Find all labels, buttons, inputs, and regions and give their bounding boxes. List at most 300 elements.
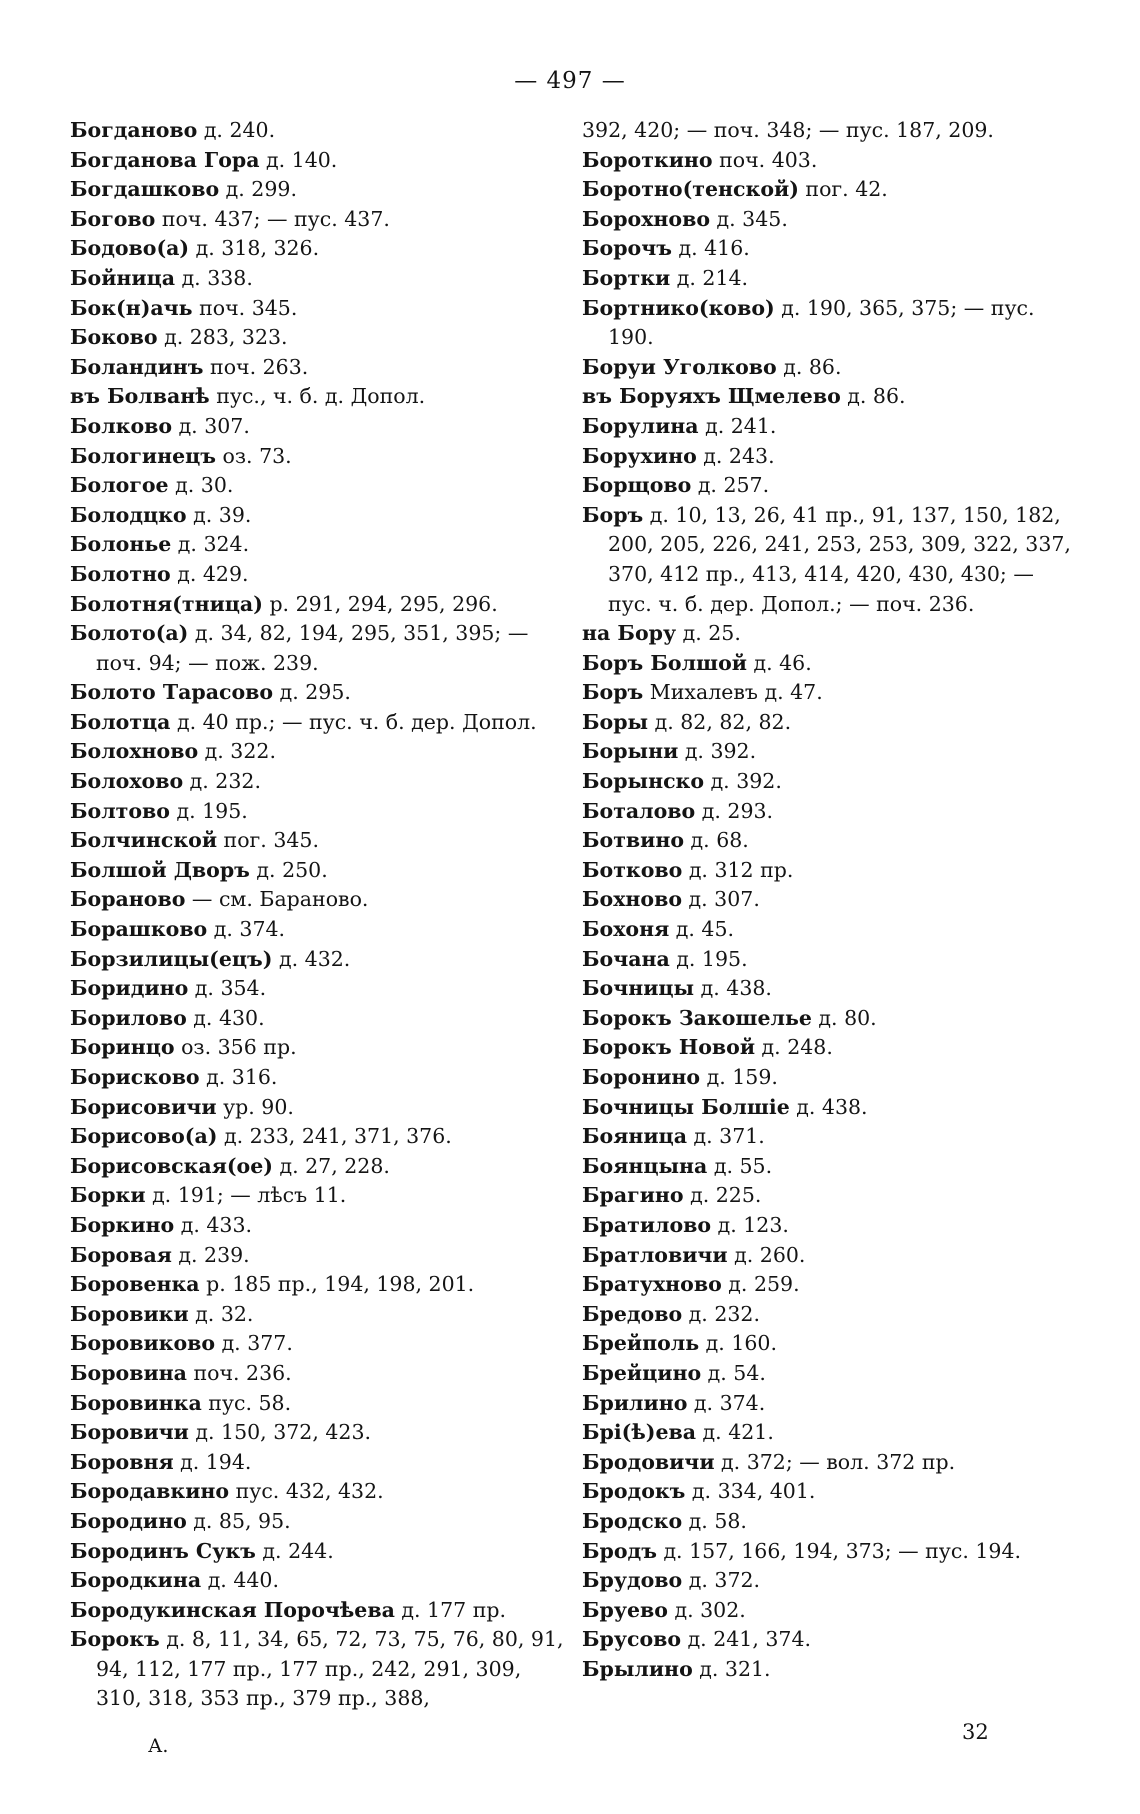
entry-headword: Боръ Болшой [582,650,747,675]
signature-mark: А. [148,1735,169,1757]
entry-headword: Бортнико(ково) [582,295,775,320]
entry-headword: Борзилицы(ецъ) [70,946,273,971]
index-entry [70,708,565,738]
entry-references: д. 318, 326. [189,236,320,261]
index-entry [70,1181,565,1211]
entry-references: д. 239. [171,1242,250,1267]
entry-references: р. 291, 294, 295, 296. [262,591,498,616]
index-entry [70,323,565,353]
entry-references: д. 299. [219,177,297,202]
entry-headword: Болохново [70,739,199,764]
entry-headword: Боровенка [70,1272,200,1297]
entry-headword: Болото(а) [70,621,189,646]
index-entry [582,945,1074,975]
entry-headword: въ Болванѣ [70,384,210,409]
entry-headword: Боръ [582,680,644,705]
entry-headword: Боровинка [70,1390,202,1415]
entry-references: д. 195. [669,946,748,971]
entry-headword: Бортки [582,265,671,290]
index-entry [70,1537,565,1567]
index-entry [582,974,1074,1004]
entry-headword: Бояница [582,1124,687,1149]
entry-references: д. 30. [168,473,234,498]
entry-references: д. 293. [695,798,774,823]
index-entry [70,1596,565,1626]
index-entry [582,737,1074,767]
entry-references: д. 177 пр. [394,1597,507,1622]
index-column-left [70,116,565,1714]
entry-references: д. 250. [249,857,328,882]
index-entry [582,353,1074,383]
index-entry [70,1270,565,1300]
entry-headword: Борухино [582,443,697,468]
entry-headword: Богданово [70,118,198,142]
entry-references: д. 260. [727,1242,806,1267]
index-entry [70,1300,565,1330]
entry-references: оз. 356 пр. [174,1035,297,1060]
entry-headword: Боровня [70,1449,174,1474]
entry-references: д. 243. [696,443,775,468]
index-entry [70,560,565,590]
index-entry [582,767,1074,797]
entry-references: д. 429. [170,561,249,586]
entry-headword: Боровичи [70,1420,189,1445]
entry-headword: Боровая [70,1242,172,1267]
index-entry [582,1033,1074,1063]
entry-headword: Борисково [70,1065,200,1089]
index-entry [582,1152,1074,1182]
entry-headword: Болчинской [70,828,218,853]
entry-headword: Бохоня [582,917,670,942]
index-entry [582,678,1074,708]
index-entry [582,1477,1074,1507]
entry-headword: Боянцына [582,1153,708,1178]
entry-references: д. 191; — лѣсъ 11. [145,1183,347,1208]
index-entry [582,294,1074,353]
entry-references: д. 58. [682,1508,747,1533]
entry-headword: Бодово(а) [70,236,190,261]
entry-headword: Бойница [70,265,176,290]
entry-headword: Бродокъ [582,1479,686,1504]
entry-headword: Борокъ Закошелье [582,1005,812,1030]
entry-references: оз. 73. [216,443,292,468]
entry-references: поч. 345. [192,295,298,320]
entry-headword: на Бору [582,621,677,646]
entry-references: д. 438. [694,976,772,1001]
entry-headword: Болохово [70,769,184,794]
entry-references: д. 438. [789,1094,868,1119]
entry-headword: Бочницы Болшіе [582,1094,790,1119]
entry-headword: Боландинъ [70,354,204,379]
entry-headword: Брагино [582,1183,684,1208]
entry-references: д. 68. [684,828,749,853]
entry-headword: Борисовская(ое) [70,1153,273,1178]
index-entry [70,1004,565,1034]
entry-references: — см. Бараново. [185,887,369,912]
entry-references: д. 195. [169,798,248,823]
index-entry [70,294,565,324]
entry-references: д. 241, 374. [681,1627,812,1652]
index-entry [582,116,1074,146]
index-entry [70,1063,565,1093]
index-entry [582,1329,1074,1359]
entry-headword: Бочницы [582,976,695,1001]
entry-headword: Боркино [70,1212,175,1237]
index-entry [582,649,1074,679]
entry-headword: Ботково [582,857,683,882]
index-entry [70,234,565,264]
entry-references: пог. 345. [217,828,319,853]
index-entry [582,856,1074,886]
entry-references: д. 371. [686,1124,765,1149]
entry-references: д. 140. [259,147,338,172]
index-entry [70,1389,565,1419]
entry-references: д. 45. [669,917,735,942]
entry-references: д. 40 пр.; — пус. ч. б. дер. Допол. [170,709,537,734]
entry-headword: Борокъ Новой [582,1035,756,1060]
sheet-number: 32 [962,1720,989,1744]
entry-references: д. 8, 11, 34, 65, 72, 73, 75, 76, 80, 91, 94, 112, 177 пр., 177 пр., 242, 291, 309, 310, 318, 353 пр., 379 пр., 388, [96,1627,564,1711]
index-entry [582,1418,1074,1448]
entry-headword: Бологое [70,473,169,498]
entry-headword: Бороткино [582,147,713,172]
entry-headword: Борокъ [70,1627,160,1652]
entry-references: д. 334, 401. [685,1479,816,1504]
entry-references: д. 80. [811,1005,877,1030]
entry-references: д. 392. [678,739,757,764]
entry-headword: Борисово(а) [70,1124,218,1149]
index-entry [582,1063,1074,1093]
index-entry [70,442,565,472]
entry-headword: Богданова Гора [70,147,260,172]
index-column-right [582,116,1074,1684]
index-entry [70,1152,565,1182]
entry-headword: Болково [70,413,173,438]
index-entry [582,885,1074,915]
entry-headword: Бородукинская Порочѣева [70,1597,395,1622]
index-entry [582,501,1074,619]
entry-references: д. 372; — вол. 372 пр. [714,1449,956,1474]
index-entry [582,1507,1074,1537]
entry-headword: Ботвино [582,828,685,853]
entry-headword: Боридино [70,976,189,1001]
index-entry [582,1093,1074,1123]
entry-references: д. 259. [721,1272,800,1297]
entry-references: д. 307. [172,413,250,438]
index-entry [70,915,565,945]
entry-references: д. 421. [696,1420,774,1445]
entry-headword: Боруи Уголково [582,354,777,379]
index-entry [582,1625,1074,1655]
index-entry [582,1655,1074,1685]
index-entry [70,767,565,797]
entry-headword: Болтово [70,798,170,823]
entry-headword: Болотно [70,561,171,586]
index-entry [582,708,1074,738]
index-entry [582,1181,1074,1211]
entry-headword: Борочъ [582,236,672,261]
index-entry [582,205,1074,235]
index-entry [70,590,565,620]
entry-headword: Борынско [582,769,705,794]
entry-headword: Бородинъ Сукъ [70,1538,256,1563]
entry-references: д. 321. [692,1656,771,1681]
entry-headword: Болотня(тница) [70,591,263,616]
entry-references: д. 86. [840,384,906,409]
entry-references: пус. 432, 432. [229,1479,384,1504]
entry-headword: Боры [582,709,649,734]
index-entry [70,1211,565,1241]
entry-references: д. 324. [171,532,250,557]
index-entry [70,175,565,205]
index-entry [582,234,1074,264]
entry-references: д. 354. [188,976,267,1001]
index-entry [70,1418,565,1448]
index-entry [70,1241,565,1271]
entry-headword: Боронино [582,1065,701,1089]
index-entry [70,826,565,856]
entry-references: д. 257. [691,473,770,498]
entry-headword: Бородино [70,1508,187,1533]
entry-headword: Бохново [582,887,683,912]
entry-references: пог. 42. [798,177,888,202]
index-entry [70,1507,565,1537]
index-entry [582,1211,1074,1241]
entry-references: д. 307. [682,887,760,912]
entry-references: д. 214. [670,265,749,290]
entry-references: д. 244. [255,1538,334,1563]
entry-headword: Болодцко [70,502,187,527]
index-entry [70,1566,565,1596]
entry-headword: Борыни [582,739,679,764]
entry-headword: Братловичи [582,1242,728,1267]
entry-references: д. 10, 13, 26, 41 пр., 91, 137, 150, 182, 200, 205, 226, 241, 253, 253, 309, 322, 337, 370, 412 пр., 413, 414, 420, 430, 430; — пус. ч. б. дер. Допол.; — поч. 236. [608,502,1071,616]
index-entry [70,530,565,560]
entry-headword: Бораново [70,887,186,912]
entry-references: д. 46. [746,650,812,675]
entry-references: д. 25. [676,621,741,646]
entry-headword: Боръ [582,502,644,527]
entry-references: д. 374. [687,1390,766,1415]
index-entry [582,826,1074,856]
index-entry [582,619,1074,649]
index-entry [70,619,565,678]
entry-references: д. 225. [683,1183,762,1208]
entry-references: д. 159. [700,1065,778,1089]
entry-headword: Бредово [582,1301,683,1326]
index-entry [582,1004,1074,1034]
entry-headword: Братухново [582,1272,722,1297]
entry-references: д. 295. [273,680,351,705]
entry-references: пус., ч. б. д. Допол. [209,384,426,409]
index-entry [70,471,565,501]
index-entry [70,737,565,767]
index-entry [70,382,565,412]
index-entry [70,264,565,294]
entry-headword: Бок(н)ачь [70,295,193,320]
entry-headword: Боринцо [70,1035,175,1060]
entry-headword: Борохново [582,206,711,231]
index-entry [70,501,565,531]
index-entry [70,412,565,442]
index-entry [70,945,565,975]
entry-headword: Боровина [70,1360,187,1385]
index-entry [582,1300,1074,1330]
entry-headword: Бродовичи [582,1449,715,1474]
index-entry [582,1270,1074,1300]
entry-references: д. 34, 82, 194, 295, 351, 395; — поч. 94; — пож. 239. [96,621,529,675]
index-entry [70,146,565,176]
index-entry [582,1122,1074,1152]
entry-headword: Болото Тарасово [70,680,274,705]
entry-references: д. 240. [197,118,276,142]
entry-references: д. 82, 82, 82. [648,709,792,734]
index-entry [70,1477,565,1507]
index-entry [582,1537,1074,1567]
index-entry [582,471,1074,501]
entry-headword: Брылино [582,1656,693,1681]
entry-references: д. 312 пр. [682,857,794,882]
entry-references: д. 85, 95. [186,1508,291,1533]
index-entry [70,353,565,383]
index-entry [70,1329,565,1359]
entry-references: д. 432. [272,946,351,971]
entry-references: д. 150, 372, 423. [188,1420,371,1445]
entry-headword: Бородкина [70,1568,202,1593]
index-entry [582,146,1074,176]
entry-headword: Боровиково [70,1331,216,1356]
entry-headword: Братилово [582,1212,712,1237]
entry-headword: Бродъ [582,1538,657,1563]
entry-headword: Борщово [582,473,692,498]
entry-references: д. 190, 365, 375; — пус. 190. [608,295,1035,350]
entry-headword: Брі(ѣ)ева [582,1420,697,1445]
entry-headword: Бородавкино [70,1479,230,1504]
entry-references: д. 241. [698,413,777,438]
index-entry [582,1389,1074,1419]
entry-references: д. 302. [667,1597,746,1622]
entry-references: д. 392. [704,769,782,794]
entry-references: д. 345. [710,206,788,231]
index-entry [582,797,1074,827]
index-entry [70,1093,565,1123]
entry-references: поч. 263. [203,354,309,379]
entry-references: Михалевъ д. 47. [643,680,823,705]
entry-references: д. 430. [186,1005,265,1030]
index-entry [70,1448,565,1478]
index-entry [70,797,565,827]
entry-headword: Болонье [70,532,172,557]
entry-headword: въ Боруяхъ Щмелево [582,384,841,409]
entry-headword: Борилово [70,1005,187,1030]
entry-references: д. 194. [173,1449,252,1474]
entry-references: д. 160. [699,1331,777,1356]
entry-references: д. 39. [186,502,252,527]
entry-references: пус. 58. [201,1390,292,1415]
index-entry [70,1122,565,1152]
entry-references: д. 32. [188,1301,254,1326]
entry-headword: Бродско [582,1508,683,1533]
entry-headword: Бруево [582,1597,668,1622]
entry-headword: Борки [70,1183,146,1208]
entry-headword: Борисовичи [70,1094,217,1119]
index-entry [70,678,565,708]
index-entry [582,264,1074,294]
entry-references: д. 232. [682,1301,760,1326]
entry-references: д. 248. [755,1035,833,1060]
entry-headword: Болотца [70,709,171,734]
entry-references: д. 316. [199,1065,278,1089]
entry-references: д. 416. [671,236,750,261]
entry-references: р. 185 пр., 194, 198, 201. [199,1272,475,1297]
entry-references: д. 232. [183,769,261,794]
entry-references: д. 123. [711,1212,789,1237]
index-entry [582,1448,1074,1478]
entry-headword: Брейполь [582,1331,700,1356]
entry-headword: Брусово [582,1627,682,1652]
index-entry [70,856,565,886]
entry-headword: Боротно(тенской) [582,177,799,202]
index-entry [70,1625,565,1714]
index-entry [582,412,1074,442]
entry-headword: Болшой Дворъ [70,857,250,882]
index-entry [582,1359,1074,1389]
index-entry [582,915,1074,945]
index-entry [582,1566,1074,1596]
index-entry [582,1596,1074,1626]
index-entry [70,885,565,915]
entry-headword: Боково [70,325,158,350]
index-entry [582,175,1074,205]
entry-references: 392, 420; — поч. 348; — пус. 187, 209. [582,118,994,142]
entry-references: поч. 403. [712,147,818,172]
index-entry [582,442,1074,472]
entry-headword: Боровики [70,1301,189,1326]
entry-references: поч. 437; — пус. 437. [155,206,390,231]
entry-references: д. 157, 166, 194, 373; — пус. 194. [656,1538,1022,1563]
index-entry [70,1033,565,1063]
entry-headword: Борашково [70,917,208,942]
entry-references: д. 283, 323. [157,325,288,350]
index-entry [70,974,565,1004]
entry-references: ур. 90. [216,1094,294,1119]
entry-references: д. 54. [701,1360,766,1385]
entry-references: д. 86. [776,354,842,379]
entry-headword: Бочана [582,946,670,971]
entry-headword: Борулина [582,413,699,438]
index-entry [70,205,565,235]
entry-headword: Боталово [582,798,696,823]
entry-references: д. 433. [174,1212,253,1237]
entry-references: д. 55. [707,1153,773,1178]
entry-headword: Брудово [582,1568,683,1593]
index-entry [70,116,565,146]
entry-references: д. 322. [198,739,276,764]
entry-headword: Богдашково [70,177,220,202]
entry-references: д. 27, 228. [272,1153,390,1178]
entry-headword: Брилино [582,1390,688,1415]
index-entry [582,1241,1074,1271]
entry-references: д. 233, 241, 371, 376. [217,1124,452,1149]
entry-headword: Бологинецъ [70,443,217,468]
entry-headword: Брейцино [582,1360,702,1385]
index-entry [582,382,1074,412]
page-number: — 497 — [514,68,626,94]
index-entry [70,1359,565,1389]
entry-references: д. 338. [175,265,253,290]
entry-headword: Богово [70,206,156,231]
entry-references: д. 440. [201,1568,279,1593]
